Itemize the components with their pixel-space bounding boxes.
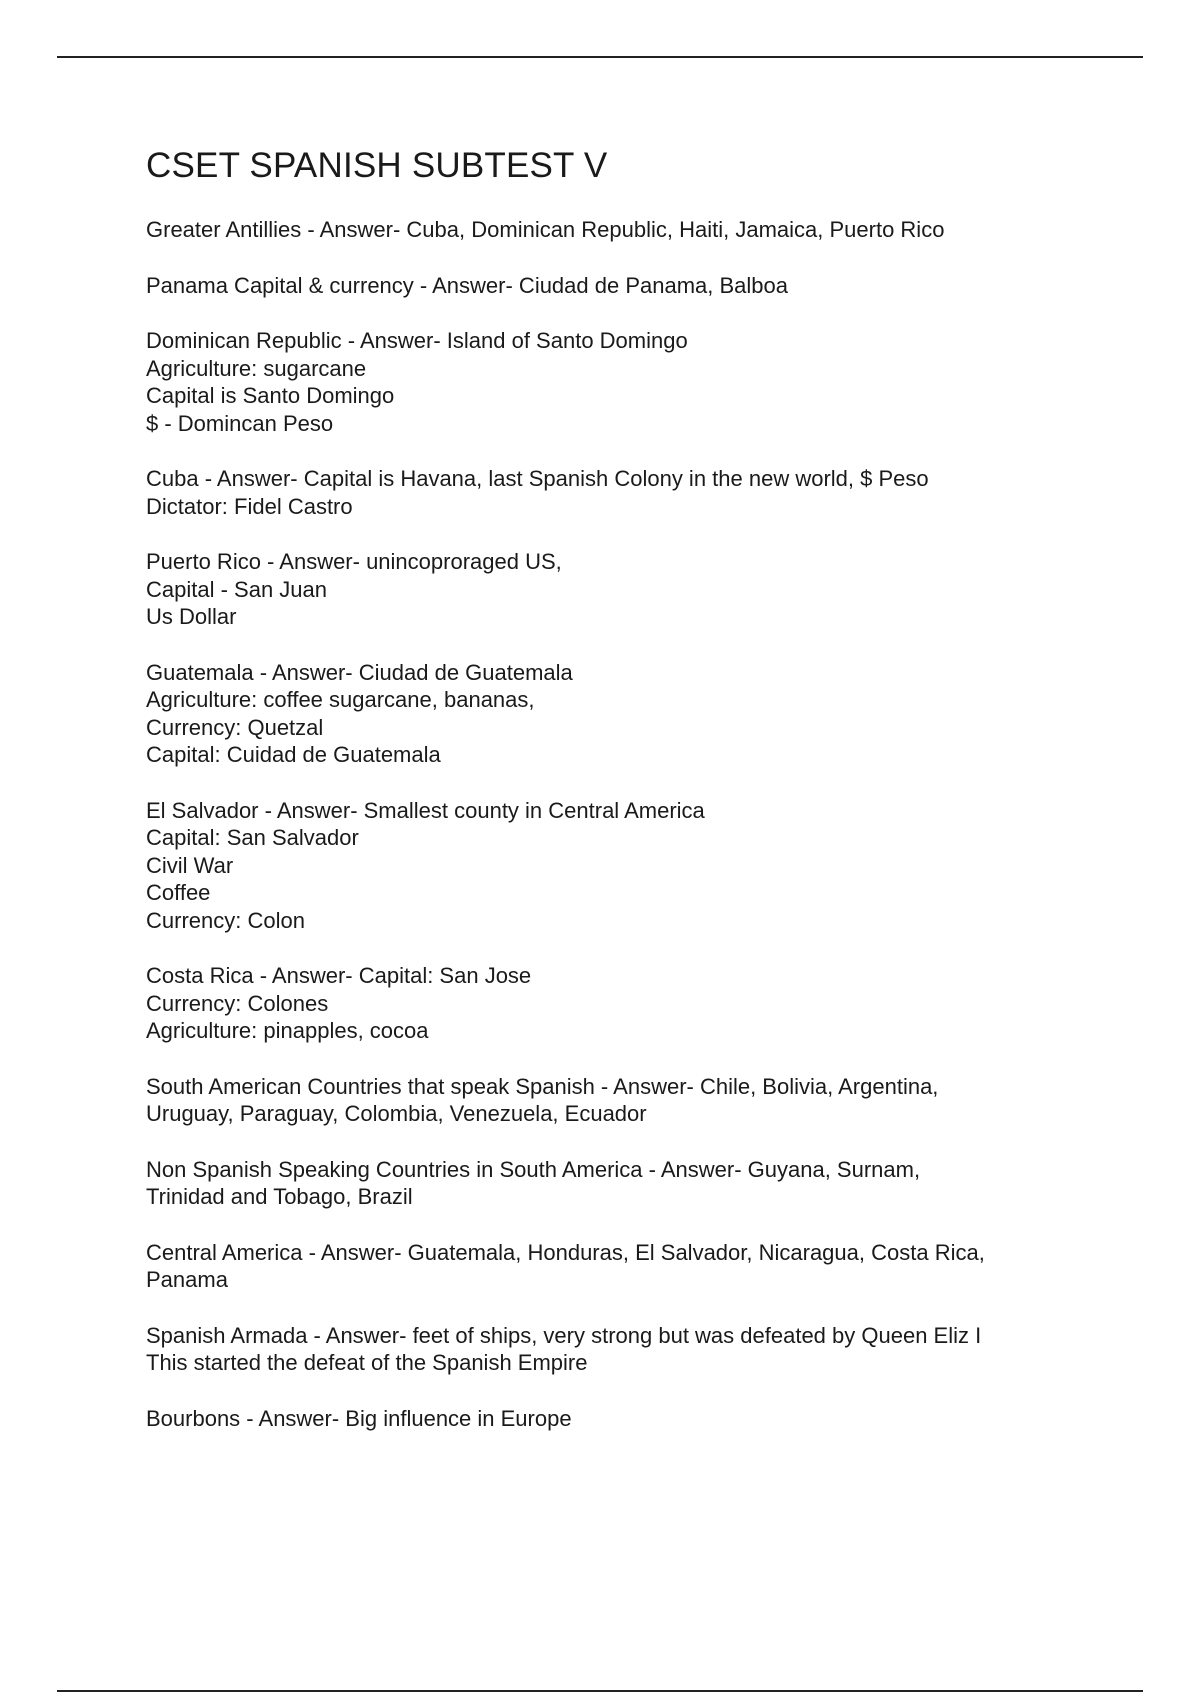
entry-detail-line: Currency: Quetzal <box>146 714 324 740</box>
entry-question-line: Greater Antillies - Answer- Cuba, Dominican Republic, Haiti, Jamaica, Puerto Rico <box>146 217 945 242</box>
entry-question-line: Spanish Armada - Answer- feet of ships, very strong but was defeated by Queen Eliz I <box>146 1322 982 1348</box>
entry-detail-line: Currency: Colones <box>146 990 329 1016</box>
entry-detail-line: Trinidad and Tobago, Brazil <box>146 1184 413 1209</box>
entry-detail-line: Us Dollar <box>146 604 237 629</box>
qa-entry <box>146 797 1106 935</box>
document-body <box>146 140 1106 1460</box>
entry-detail-line: This started the defeat of the Spanish Empire <box>146 1350 588 1375</box>
entry-detail-line: Agriculture: coffee sugarcane, bananas, <box>146 687 535 712</box>
entry-detail-line: Civil War <box>146 852 234 878</box>
entry-question-line: South American Countries that speak Spanish - Answer- Chile, Bolivia, Argentina, <box>146 1073 939 1099</box>
entry-list <box>146 216 1106 1432</box>
entry-question-line: Cuba - Answer- Capital is Havana, last Spanish Colony in the new world, $ Peso <box>146 466 929 491</box>
entry-detail-line: Currency: Colon <box>146 907 305 933</box>
entry-detail-line: Capital - San Juan <box>146 576 327 602</box>
page-top-rule <box>57 56 1143 58</box>
qa-entry <box>146 465 1106 520</box>
entry-question-line: El Salvador - Answer- Smallest county in Central America <box>146 797 705 823</box>
qa-entry <box>146 548 1106 631</box>
qa-entry <box>146 1405 1106 1433</box>
entry-question-line: Central America - Answer- Guatemala, Honduras, El Salvador, Nicaragua, Costa Rica, <box>146 1239 985 1265</box>
entry-question-line: Dominican Republic - Answer- Island of Santo Domingo <box>146 328 688 353</box>
entry-detail-line: Agriculture: sugarcane <box>146 355 367 381</box>
entry-question-line: Puerto Rico - Answer- unincoproraged US, <box>146 549 562 574</box>
entry-detail-line: Capital: San Salvador <box>146 825 359 850</box>
page-bottom-rule <box>57 1690 1143 1692</box>
qa-entry <box>146 1239 1106 1294</box>
entry-question-line: Non Spanish Speaking Countries in South America - Answer- Guyana, Surnam, <box>146 1156 921 1182</box>
entry-detail-line: Capital: Cuidad de Guatemala <box>146 742 441 767</box>
qa-entry <box>146 1073 1106 1128</box>
qa-entry <box>146 962 1106 1045</box>
qa-entry <box>146 327 1106 437</box>
qa-entry <box>146 216 1106 244</box>
entry-question-line: Panama Capital & currency - Answer- Ciudad de Panama, Balboa <box>146 272 789 298</box>
qa-entry <box>146 1322 1106 1377</box>
entry-detail-line: Capital is Santo Domingo <box>146 383 395 408</box>
qa-entry <box>146 1156 1106 1211</box>
entry-detail-line: Coffee <box>146 880 211 905</box>
entry-detail-line: Dictator: Fidel Castro <box>146 493 353 519</box>
document-title: CSET SPANISH SUBTEST V <box>146 146 608 185</box>
entry-detail-line: Uruguay, Paraguay, Colombia, Venezuela, Ecuador <box>146 1101 647 1126</box>
qa-entry <box>146 272 1106 300</box>
entry-question-line: Costa Rica - Answer- Capital: San Jose <box>146 963 532 988</box>
entry-detail-line: Agriculture: pinapples, cocoa <box>146 1018 429 1043</box>
entry-detail-line: Panama <box>146 1267 228 1292</box>
entry-question-line: Bourbons - Answer- Big influence in Europe <box>146 1405 572 1431</box>
entry-detail-line: $ - Domincan Peso <box>146 410 334 436</box>
qa-entry <box>146 659 1106 769</box>
entry-question-line: Guatemala - Answer- Ciudad de Guatemala <box>146 659 573 685</box>
